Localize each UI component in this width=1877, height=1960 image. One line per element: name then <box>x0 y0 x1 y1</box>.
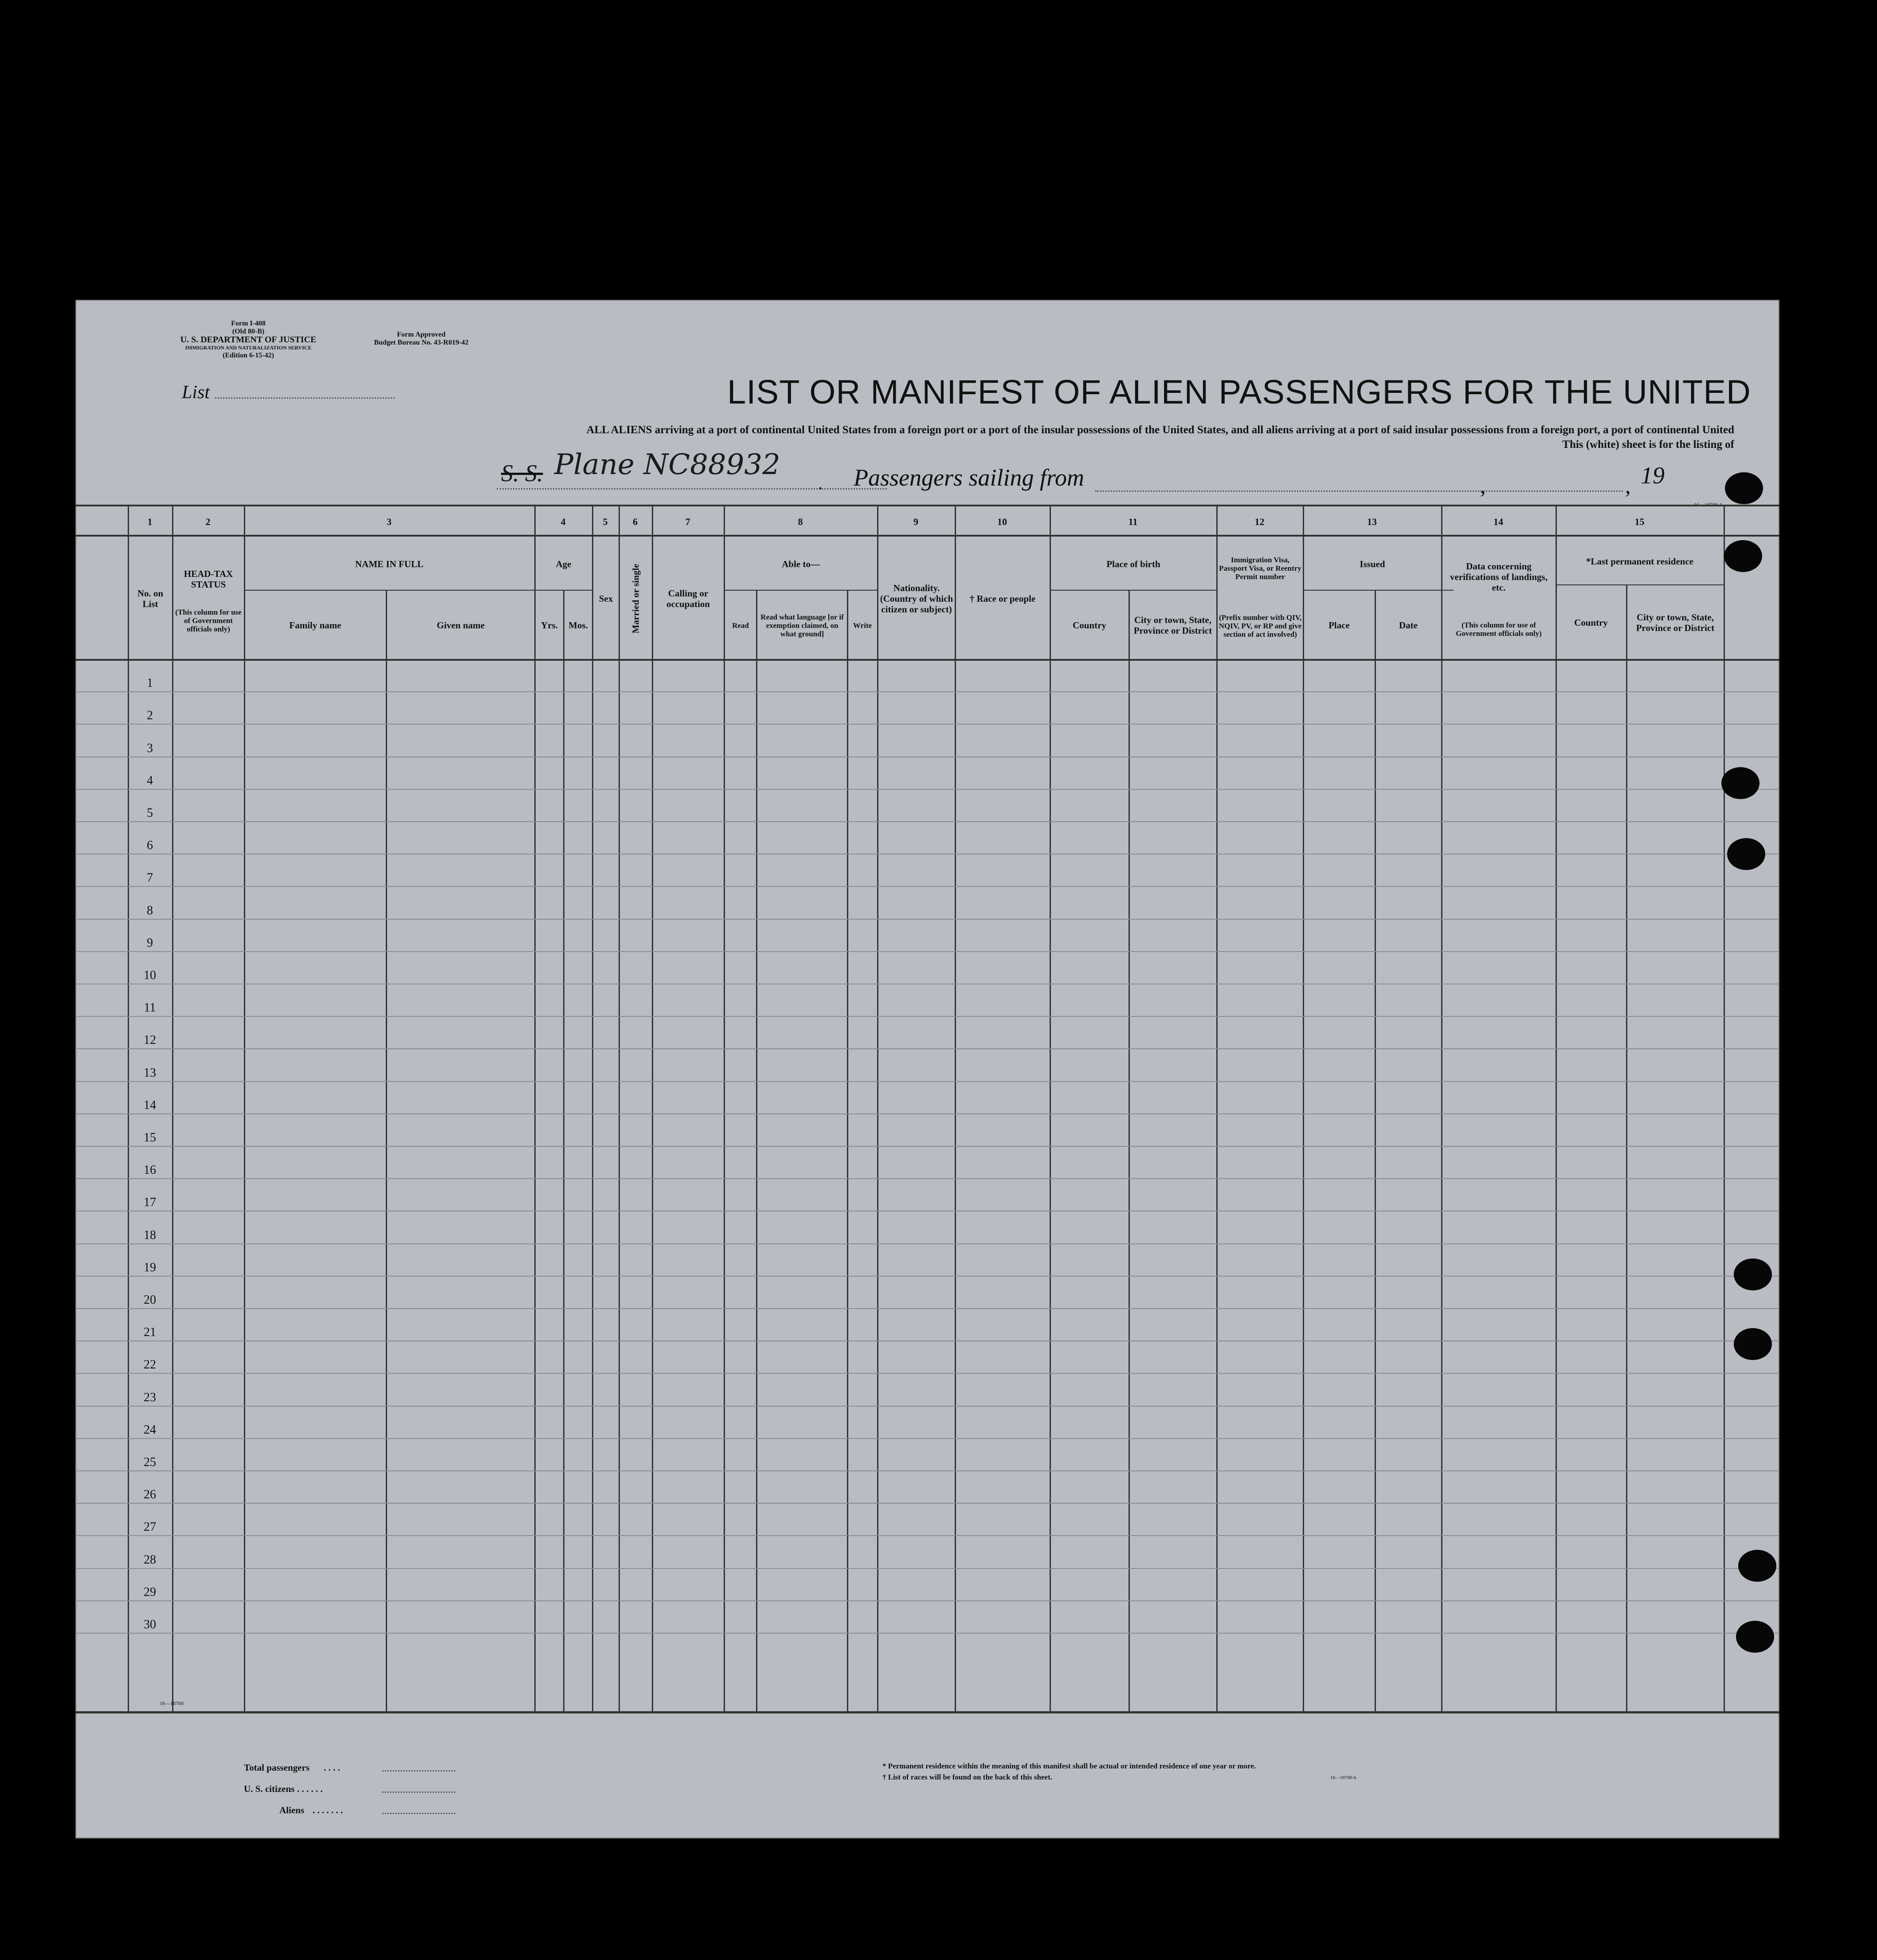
hdr-given-name: Given name <box>437 620 485 631</box>
col-number-2: 2 <box>205 516 211 527</box>
row-line <box>75 1373 1779 1374</box>
row-number: 22 <box>144 1358 156 1372</box>
hdr-city-town: City or town, State, Province or District <box>1133 615 1212 636</box>
col-line <box>172 505 173 1712</box>
row-number: 2 <box>147 709 153 723</box>
comma: , <box>1480 473 1486 498</box>
row-number: 3 <box>147 741 153 755</box>
hdr-family-name: Family name <box>289 620 341 631</box>
col-line <box>1375 590 1376 1712</box>
row-line <box>75 1276 1779 1277</box>
col-line <box>534 505 536 1712</box>
punch-hole <box>1734 1328 1772 1360</box>
subhdr-line <box>1556 584 1724 585</box>
hdr-yrs: Yrs. <box>541 620 558 631</box>
row-number: 20 <box>144 1293 156 1307</box>
us-citizens-field[interactable] <box>382 1791 455 1793</box>
col-number-9: 9 <box>913 516 918 527</box>
form-title: LIST OR MANIFEST OF ALIEN PASSENGERS FOR THE UNITED <box>727 373 1751 411</box>
row-number: 15 <box>144 1131 156 1145</box>
row-number: 13 <box>144 1066 156 1080</box>
punch-hole <box>1721 767 1759 799</box>
hdr-name-in-full: NAME IN FULL <box>355 559 423 569</box>
grid-top-border <box>75 505 1779 506</box>
intro-line-2: This (white) sheet is for the listing of <box>1562 439 1734 451</box>
year-prefix: 19 <box>1641 462 1665 489</box>
row-line <box>75 1600 1779 1601</box>
row-number: 1 <box>147 676 153 690</box>
col-number-1: 1 <box>147 516 153 527</box>
row-line <box>75 886 1779 887</box>
form-code-bottom: 16—18700 <box>160 1700 184 1706</box>
form-info <box>168 320 328 360</box>
row-line <box>75 691 1779 692</box>
hdr-res-city: City or town, State, Province or District <box>1636 612 1715 633</box>
row-number: 9 <box>147 936 153 950</box>
row-line <box>75 1308 1779 1309</box>
hdr-able-to: Able to— <box>782 559 820 569</box>
row-number: 29 <box>144 1585 156 1599</box>
punch-hole <box>1724 540 1762 572</box>
footnote-races: † List of races will be found on the back of this sheet. <box>882 1773 1052 1781</box>
hdr-head-tax: HEAD-TAX STATUS <box>184 568 233 590</box>
hdr-sex: Sex <box>599 593 613 604</box>
row-number: 8 <box>147 903 153 917</box>
col-line <box>1303 505 1304 1712</box>
approval-info <box>355 331 488 347</box>
row-line <box>75 821 1779 822</box>
row-number: 28 <box>144 1552 156 1567</box>
row-line <box>75 1178 1779 1179</box>
row-number: 23 <box>144 1390 156 1404</box>
vessel-name[interactable]: Plane NC88932 <box>554 448 780 481</box>
row-line <box>75 1470 1779 1471</box>
row-number: 18 <box>144 1228 156 1242</box>
col-line <box>955 505 956 1712</box>
row-line <box>75 1048 1779 1049</box>
hdr-race: † Race or people <box>969 593 1036 604</box>
hdr-res-country: Country <box>1574 617 1608 628</box>
punch-hole <box>1738 1550 1776 1582</box>
hdr-mos: Mos. <box>568 620 588 631</box>
row-number: 19 <box>144 1260 156 1274</box>
hdr-issued-date: Date <box>1399 620 1418 631</box>
form-number: Form I-408 <box>231 320 266 327</box>
col-line <box>1129 590 1130 1712</box>
hdr-write: Write <box>853 621 872 630</box>
sailing-date-field[interactable] <box>1428 490 1623 492</box>
subhdr-line <box>244 590 534 591</box>
col-line <box>386 590 387 1712</box>
row-number: 7 <box>147 871 153 885</box>
row-line <box>75 854 1779 855</box>
total-passengers-label: Total passengers <box>244 1762 310 1773</box>
hdr-visa-note: (Prefix number with QIV, NQIV, PV, or RP and give section of act involved) <box>1219 613 1302 639</box>
hdr-calling: Calling or occupation <box>666 588 710 609</box>
total-passengers-field[interactable] <box>382 1770 455 1772</box>
col-number-6: 6 <box>633 516 638 527</box>
hdr-country: Country <box>1073 620 1106 631</box>
numbers-row-border <box>75 535 1779 537</box>
department-name: U. S. DEPARTMENT OF JUSTICE <box>180 335 317 345</box>
col-line <box>1556 505 1557 1712</box>
col-number-10: 10 <box>997 516 1007 527</box>
sailing-label: Passengers sailing from <box>854 464 1085 491</box>
row-line <box>75 789 1779 790</box>
hdr-no-on-list: No. on List <box>137 588 164 609</box>
hdr-data-verif: Data concerning verifications of landings, etc. <box>1450 561 1548 593</box>
row-line <box>75 1113 1779 1114</box>
form-approved: Form Approved <box>397 331 446 338</box>
punch-hole <box>1736 1621 1774 1653</box>
col-number-14: 14 <box>1493 516 1503 527</box>
grid-bottom-border <box>75 1711 1779 1713</box>
row-number: 6 <box>147 839 153 853</box>
col-line <box>847 590 848 1712</box>
subhdr-line <box>1303 590 1454 591</box>
punch-hole <box>1734 1258 1772 1290</box>
aliens-field[interactable] <box>382 1813 455 1814</box>
hdr-issued: Issued <box>1360 559 1385 569</box>
row-number: 26 <box>144 1488 156 1502</box>
hdr-age: Age <box>556 559 572 569</box>
row-number: 11 <box>144 1001 156 1015</box>
hdr-issued-place: Place <box>1328 620 1350 631</box>
hdr-married <box>620 539 651 658</box>
col-number-13: 13 <box>1367 516 1377 527</box>
footnote-residence: * Permanent residence within the meaning of this manifest shall be actual or intended residence of one year or more. <box>882 1762 1256 1770</box>
col-number-11: 11 <box>1128 516 1138 527</box>
subhdr-line <box>724 590 877 591</box>
hdr-last-residence: *Last permanent residence <box>1586 556 1694 567</box>
col-number-5: 5 <box>603 516 608 527</box>
subhdr-line <box>534 590 592 591</box>
col-line <box>592 505 593 1712</box>
col-number-3: 3 <box>387 516 392 527</box>
subhdr-line <box>1050 590 1216 591</box>
vessel-line <box>497 488 887 490</box>
col-number-15: 15 <box>1634 516 1645 527</box>
form-old-number: (Old 80-B) <box>232 328 265 335</box>
col-line <box>244 505 245 1712</box>
form-code-footnote: 16—18700-b <box>1330 1775 1356 1780</box>
row-line <box>75 1406 1779 1407</box>
sailing-port-field[interactable] <box>1095 490 1477 492</box>
row-line <box>75 1633 1779 1634</box>
row-number: 16 <box>144 1163 156 1177</box>
row-number: 30 <box>144 1618 156 1631</box>
hdr-married-text: Married or single <box>631 564 641 634</box>
row-line <box>75 1016 1779 1017</box>
row-line <box>75 1503 1779 1504</box>
row-line <box>75 1081 1779 1082</box>
comma-2: , <box>1625 473 1631 498</box>
punch-hole <box>1725 472 1763 504</box>
row-line <box>75 1146 1779 1147</box>
punch-hole <box>1727 838 1765 870</box>
hdr-visa: Immigration Visa, Passport Visa, or Reentry Permit number <box>1219 555 1301 581</box>
col-line <box>1626 584 1627 1712</box>
col-line <box>619 505 620 1712</box>
row-line <box>75 724 1779 725</box>
total-dots: . . . . <box>324 1762 340 1773</box>
col-number-7: 7 <box>685 516 690 527</box>
col-number-8: 8 <box>798 516 803 527</box>
hdr-nationality: Nationality. (Country of which citizen or subject) <box>880 583 953 615</box>
vessel-period: . <box>818 473 823 493</box>
aliens-label: Aliens <box>279 1805 305 1815</box>
row-number: 21 <box>144 1325 156 1340</box>
aliens-dots: . . . . . . . <box>313 1805 343 1815</box>
col-line <box>563 590 564 1712</box>
hdr-data-verif-note: (This column for use of Government officials only) <box>1456 621 1542 638</box>
row-number: 5 <box>147 806 153 820</box>
row-line <box>75 919 1779 920</box>
row-number: 25 <box>144 1455 156 1469</box>
hdr-read: Read <box>732 621 749 630</box>
row-number: 10 <box>144 968 156 982</box>
hdr-read-language: Read what language [or if exemption claimed, on what ground] <box>760 612 844 638</box>
row-line <box>75 1535 1779 1536</box>
col-line <box>877 505 878 1712</box>
row-line <box>75 1568 1779 1569</box>
col-number-4: 4 <box>560 516 566 527</box>
budget-number: Budget Bureau No. 43-R019-42 <box>374 339 469 346</box>
hdr-head-tax-note: (This column for use of Government officials only) <box>175 608 242 633</box>
us-citizens-label: U. S. citizens <box>244 1784 295 1794</box>
col-line <box>652 505 653 1712</box>
col-number-12: 12 <box>1254 516 1265 527</box>
col-line <box>1050 505 1051 1712</box>
col-line <box>1216 505 1218 1712</box>
row-number: 14 <box>144 1098 156 1112</box>
form-edition: (Edition 6-15-42) <box>223 352 274 359</box>
manifest-sheet <box>75 300 1779 1838</box>
list-label: List <box>182 382 210 403</box>
ss-label: S. S. <box>501 460 543 486</box>
hdr-place-of-birth: Place of birth <box>1106 559 1160 569</box>
row-line <box>75 1243 1779 1244</box>
row-line <box>75 1438 1779 1439</box>
row-number: 24 <box>144 1423 156 1437</box>
col-line <box>724 505 725 1712</box>
col-line <box>756 590 757 1712</box>
row-number: 27 <box>144 1520 156 1534</box>
header-bottom-border <box>75 659 1779 661</box>
col-line <box>1724 505 1725 1712</box>
row-number: 17 <box>144 1196 156 1210</box>
col-line <box>1441 505 1442 1712</box>
row-line <box>75 951 1779 952</box>
service-name: IMMIGRATION AND NATURALIZATION SERVICE <box>185 345 312 351</box>
citizens-dots: . . . . . . <box>297 1784 323 1794</box>
row-number: 4 <box>147 773 153 788</box>
list-number-field[interactable] <box>215 397 395 399</box>
intro-line-1: ALL ALIENS arriving at a port of continental United States from a foreign port or a port of the insular possessions of the United States, and all aliens arriving at a port of said insular possessions from a foreign port, a port of continental United <box>586 424 1734 436</box>
row-number: 12 <box>144 1033 156 1047</box>
